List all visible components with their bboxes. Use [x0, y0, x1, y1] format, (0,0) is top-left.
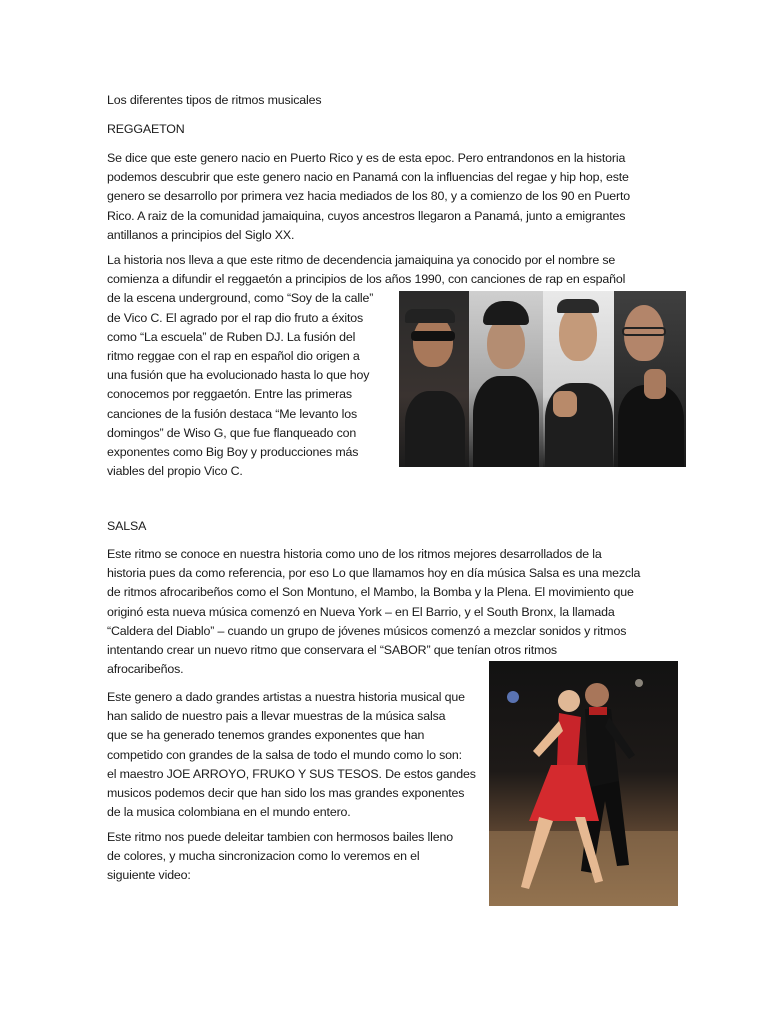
- document-title: Los diferentes tipos de ritmos musicales: [107, 93, 322, 107]
- section-heading-salsa: SALSA: [107, 519, 147, 533]
- text-line: una fusión que ha evolucionado hasta lo que hoy: [107, 368, 370, 383]
- text-line: Este ritmo se conoce en nuestra historia como uno de los ritmos mejores desarrollados de la: [107, 547, 602, 561]
- artist-portrait: [469, 291, 543, 467]
- salsa-dancers-photo: [489, 661, 678, 906]
- text-line: musicos podemos decir que han sido los mas grandes exponentes: [107, 786, 465, 801]
- text-line: Se dice que este genero nacio en Puerto Rico y es de esta epoc. Pero entrandonos en la historia: [107, 151, 626, 165]
- text-line: que se ha generado tenemos grandes exponentes que han: [107, 728, 425, 743]
- text-line: historia pues da como referencia, por eso Lo que llamamos hoy en día música Salsa es una mezcla: [107, 566, 641, 581]
- text-line: como “La escuela” de Ruben DJ. La fusión del: [107, 329, 356, 344]
- text-line: de la musica colombiana en el mundo entero.: [107, 805, 351, 820]
- text-line: intentando crear un nuevo ritmo que conservara el “SABOR” que tenían otros ritmos: [107, 643, 557, 658]
- text-line: de ritmos afrocaribeños como el Son Montuno, el Mambo, la Bomba y la Plena. El movimiento que: [107, 585, 634, 600]
- artist-portrait: [614, 291, 686, 467]
- text-line: de Vico C. El agrado por el rap dio fruto a éxitos: [107, 310, 364, 325]
- text-line: comienza a difundir el reggaetón a principios de los años 1990, con canciones de rap en español: [107, 272, 626, 287]
- salsa-paragraph-2: [107, 688, 476, 822]
- text-line: ritmo reggae con el rap en español dio origen a: [107, 349, 360, 364]
- text-line: “Caldera del Diablo” – cuando un grupo de jóvenes músicos comenzó a mezclar sonidos y ritmos: [107, 623, 627, 638]
- text-line: genero se desarrollo por primera vez hacia mediados de los 80, y a comienzo de los 90 en Puerto: [107, 189, 630, 204]
- section-heading-reggaeton: REGGAETON: [107, 122, 185, 136]
- text-line: competido con grandes de la salsa de todo el mundo como lo son:: [107, 747, 462, 762]
- text-line: canciones de la fusión destaca “Me levanto los: [107, 406, 358, 421]
- salsa-paragraph-1: [107, 545, 640, 679]
- salsa-paragraph-3: [107, 828, 453, 886]
- text-line: exponentes como Big Boy y producciones más: [107, 445, 359, 460]
- text-line: Este ritmo nos puede deleitar tambien con hermosos bailes lleno: [107, 830, 453, 844]
- text-line: originó esta nueva música comenzó en Nueva York – en El Barrio, y el South Bronx, la llamada: [107, 604, 615, 619]
- reggaeton-paragraph-1: [107, 149, 630, 245]
- text-line: de colores, y mucha sincronizacion como lo veremos en el: [107, 849, 420, 864]
- text-line: han salido de nuestro pais a llevar muestras de la música salsa: [107, 709, 446, 724]
- text-line: domingos” de Wiso G, que fue flanqueado con: [107, 425, 357, 440]
- text-line: siguiente video:: [107, 868, 191, 883]
- artist-portrait: [399, 291, 469, 467]
- artist-portrait: [543, 291, 614, 467]
- reggaeton-artists-photo: [399, 291, 686, 467]
- text-line: conocemos por reggaetón. Entre las primeras: [107, 387, 352, 402]
- text-line: La historia nos lleva a que este ritmo de decendencia jamaiquina ya conocido por el nombre se: [107, 253, 616, 267]
- text-line: Este genero a dado grandes artistas a nuestra historia musical que: [107, 690, 465, 704]
- text-line: viables del propio Vico C.: [107, 464, 243, 479]
- text-line: antillanos a principios del Siglo XX.: [107, 227, 295, 242]
- text-line: afrocaribeños.: [107, 662, 184, 677]
- text-line: podemos descubrir que este genero nacio en Panamá con la influencias del regae y hip hop, este: [107, 170, 629, 185]
- text-line: de la escena underground, como “Soy de la calle”: [107, 291, 374, 306]
- text-line: Rico. A raiz de la comunidad jamaiquina, cuyos ancestros llegaron a Panamá, junto a emigrantes: [107, 208, 626, 223]
- salsa-dancers-illustration: [489, 661, 678, 906]
- text-line: el maestro JOE ARROYO, FRUKO Y SUS TESOS. De estos gandes: [107, 766, 476, 781]
